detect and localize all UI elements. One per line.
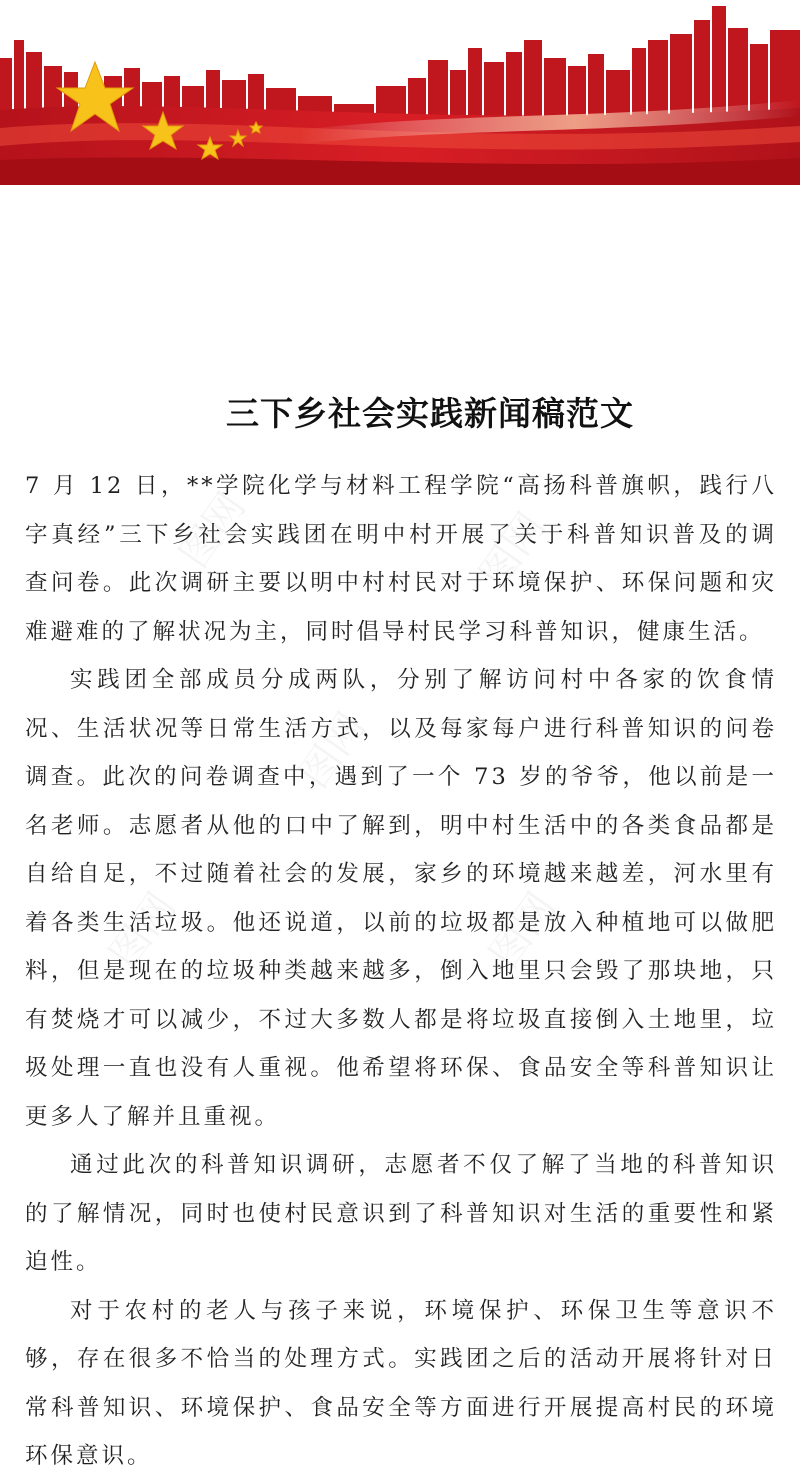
article-body: [25, 462, 777, 1481]
paragraph-3: 通过此次的科普知识调研，志愿者不仅了解了当地的科普知识的了解情况，同时也使村民意识到了科普知识对生活的重要性和紧迫性。: [25, 1152, 777, 1275]
paragraph-4: 对于农村的老人与孩子来说，环境保护、环保卫生等意识不够，存在很多不恰当的处理方式。实践团之后的活动开展将针对日常科普知识、环境保护、食品安全等方面进行开展提高村民的环境环保意识。: [25, 1297, 777, 1469]
paragraph-1: 7 月 12 日，**学院化学与材料工程学院“高扬科普旗帜，践行八字真经”三下乡社会实践团在明中村开展了关于科普知识普及的调查问卷。此次调研主要以明中村村民对于环境保护、环保问题和灾难避难的了解状况为主，同时倡导村民学习科普知识，健康生活。: [25, 473, 777, 645]
banner-graphic: [0, 0, 800, 185]
document-title: 三下乡社会实践新闻稿范文: [226, 394, 634, 433]
paragraph-2: 实践团全部成员分成两队，分别了解访问村中各家的饮食情况、生活状况等日常生活方式，以及每家每户进行科普知识的问卷调查。此次的问卷调查中，遇到了一个 73 岁的爷爷，他以前是一名老师。志愿者从他的口中了解到，明中村生活中的各类食品都是自给自足，不过随着社会的发展，家乡的环境越来越差，河水里有着各类生活垃圾。他还说道，以前的垃圾都是放入种植地可以做肥料，但是现在的垃圾种类越来越多，倒入地里只会毁了那块地，只有焚烧才可以减少，不过大多数人都是将垃圾直接倒入土地里，垃圾处理一直也没有人重视。他希望将环保、食品安全等科普知识让更多人了解并且重视。: [25, 667, 777, 1130]
header-banner: [0, 0, 800, 185]
